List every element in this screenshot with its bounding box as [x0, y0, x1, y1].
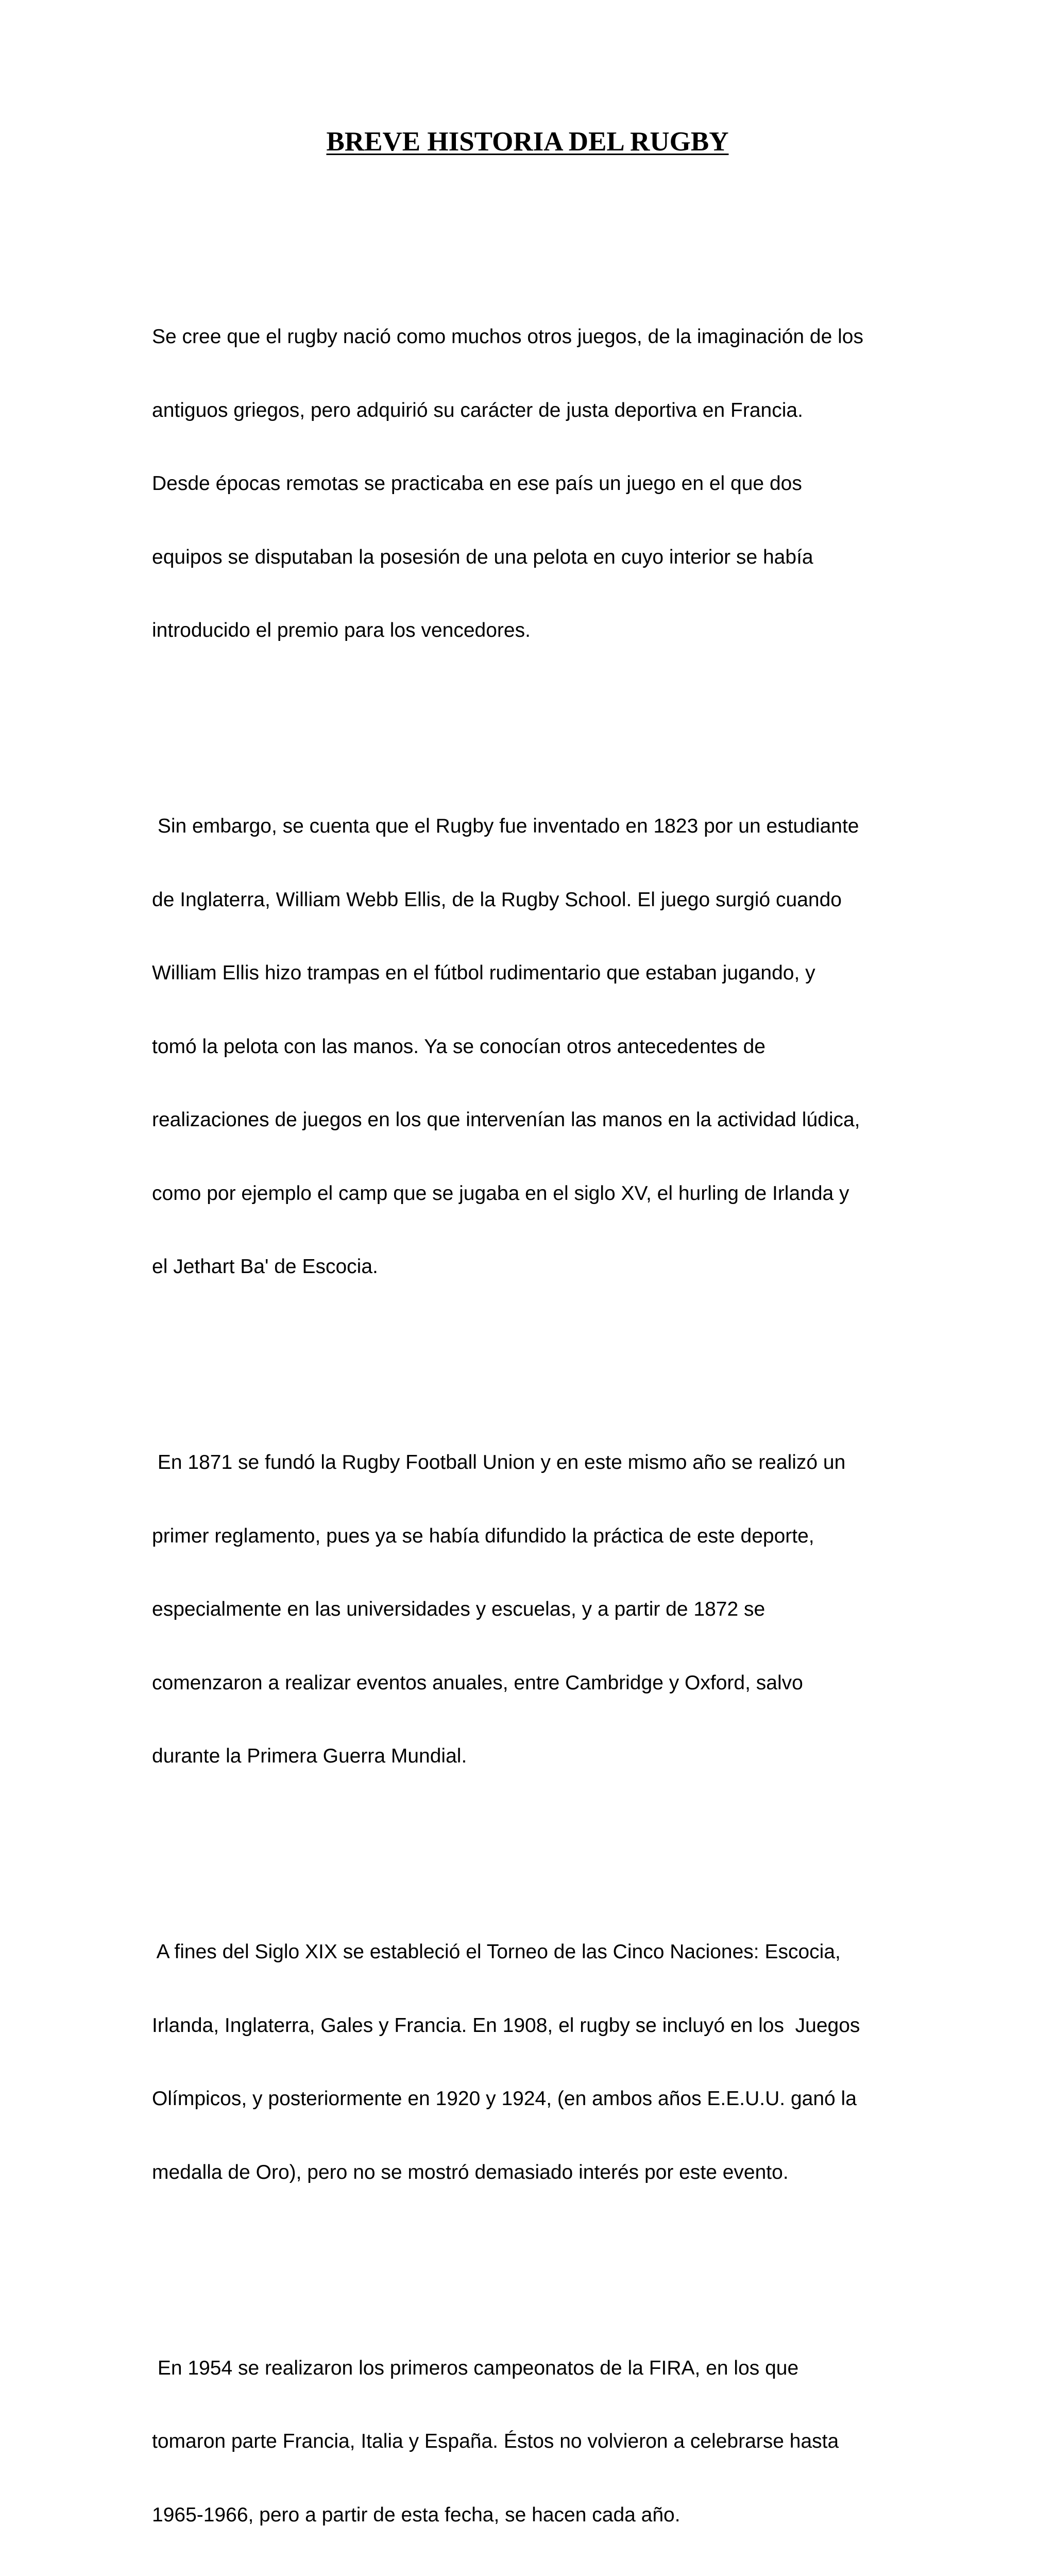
- text-line: tomaron parte Francia, Italia y España. Éstos no volvieron a celebrarse hasta: [152, 2429, 925, 2454]
- text-line: realizaciones de juegos en los que intervenían las manos en la actividad lúdica,: [152, 1108, 925, 1132]
- paragraph: [152, 2307, 925, 2576]
- text-line: como por ejemplo el camp que se jugaba en el siglo XV, el hurling de Irlanda y: [152, 1181, 925, 1206]
- paragraph: [152, 276, 925, 692]
- paragraph: [152, 765, 925, 1328]
- text-line: especialmente en las universidades y escuelas, y a partir de 1872 se: [152, 1597, 925, 1622]
- text-line: Sin embargo, se cuenta que el Rugby fue inventado en 1823 por un estudiante: [152, 814, 925, 839]
- text-line: Olímpicos, y posteriormente en 1920 y 1924, (en ambos años E.E.U.U. ganó la: [152, 2087, 925, 2111]
- text-line: el Jethart Ba' de Escocia.: [152, 1255, 925, 1279]
- text-line: Se cree que el rugby nació como muchos otros juegos, de la imaginación de los: [152, 325, 925, 349]
- paragraph: [152, 1891, 925, 2233]
- text-line: primer reglamento, pues ya se había difundido la práctica de este deporte,: [152, 1524, 925, 1549]
- text-line: durante la Primera Guerra Mundial.: [152, 1744, 925, 1769]
- text-line: introducido el premio para los vencedores.: [152, 618, 925, 643]
- text-line: comenzaron a realizar eventos anuales, entre Cambridge y Oxford, salvo: [152, 1671, 925, 1696]
- paragraph: [152, 1401, 925, 1818]
- document-title: BREVE HISTORIA DEL RUGBY: [0, 124, 1055, 160]
- text-line: de Inglaterra, William Webb Ellis, de la Rugby School. El juego surgió cuando: [152, 888, 925, 912]
- text-line: A fines del Siglo XIX se estableció el Torneo de las Cinco Naciones: Escocia,: [152, 1940, 925, 1964]
- text-line: tomó la pelota con las manos. Ya se conocían otros antecedentes de: [152, 1035, 925, 1059]
- text-line: En 1871 se fundó la Rugby Football Union y en este mismo año se realizó un: [152, 1450, 925, 1475]
- text-line: Desde épocas remotas se practicaba en ese país un juego en el que dos: [152, 471, 925, 496]
- text-line: antiguos griegos, pero adquirió su carácter de justa deportiva en Francia.: [152, 398, 925, 423]
- document-body: [152, 227, 925, 2576]
- text-line: 1965-1966, pero a partir de esta fecha, se hacen cada año.: [152, 2503, 925, 2528]
- text-line: equipos se disputaban la posesión de una pelota en cuyo interior se había: [152, 545, 925, 570]
- text-line: En 1954 se realizaron los primeros campeonatos de la FIRA, en los que: [152, 2356, 925, 2381]
- text-line: medalla de Oro), pero no se mostró demasiado interés por este evento.: [152, 2160, 925, 2185]
- text-line: Irlanda, Inglaterra, Gales y Francia. En 1908, el rugby se incluyó en los Juegos: [152, 2013, 925, 2038]
- text-line: William Ellis hizo trampas en el fútbol rudimentario que estaban jugando, y: [152, 961, 925, 986]
